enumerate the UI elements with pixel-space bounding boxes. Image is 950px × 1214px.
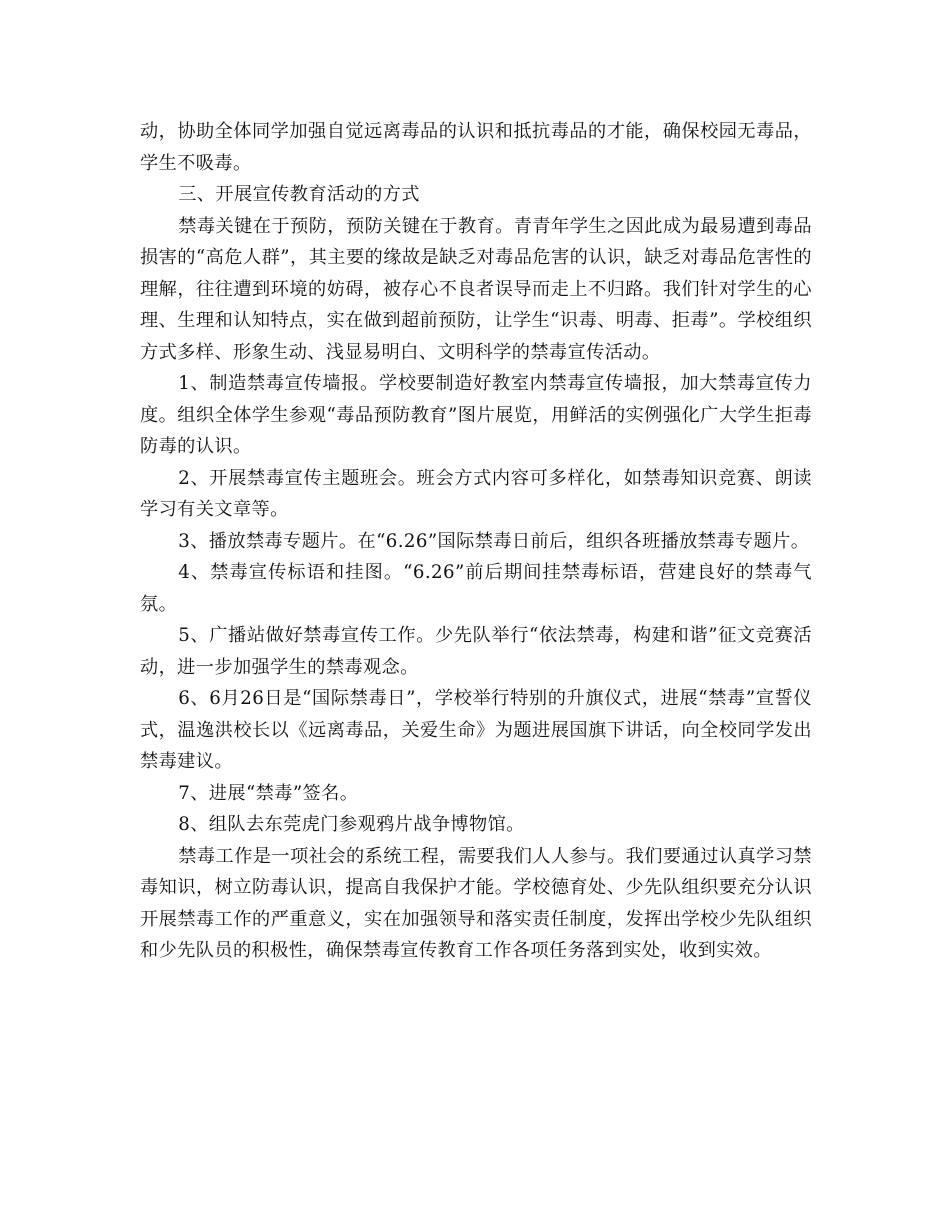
list-item-5: 5、广播站做好禁毒宣传工作。少先队举行“依法禁毒，构建和谐”征文竞赛活动，进一步加强学生的禁毒观念。 [140, 625, 812, 678]
list-item-3: 3、播放禁毒专题片。在“6.26”国际禁毒日前后，组织各班播放禁毒专题片。 [178, 530, 810, 552]
list-item-4: 4、禁毒宣传标语和挂图。“6.26”前后期间挂禁毒标语，营建良好的禁毒气氛。 [140, 562, 812, 615]
paragraph-continuation: 动，协助全体同学加强自觉远离毒品的认识和抵抗毒品的才能，确保校园无毒品，学生不吸毒。 [140, 121, 812, 174]
list-item-6: 6、6月26日是“国际禁毒日”，学校举行特别的升旗仪式，进展“禁毒”宣誓仪式，温逸洪校长以《远离毒品，关爱生命》为题进展国旗下讲话，向全校同学发出禁毒建议。 [140, 688, 812, 772]
paragraph-conclusion: 禁毒工作是一项社会的系统工程，需要我们人人参与。我们要通过认真学习禁毒知识，树立防毒认识，提高自我保护才能。学校德育处、少先队组织要充分认识开展禁毒工作的严重意义，实在加强领导和落实责任制度，发挥出学校少先队组织和少先队员的积极性，确保禁毒宣传教育工作各项任务落到实处，收到实效。 [140, 845, 812, 961]
document-page [140, 116, 812, 967]
list-item-7: 7、进展“禁毒”签名。 [178, 782, 359, 804]
list-item-1: 1、制造禁毒宣传墙报。学校要制造好教室内禁毒宣传墙报，加大禁毒宣传力度。组织全体学生参观“毒品预防教育”图片展览，用鲜活的实例强化广大学生拒毒防毒的认识。 [140, 373, 812, 457]
list-item-2: 2、开展禁毒宣传主题班会。班会方式内容可多样化，如禁毒知识竞赛、朗读学习有关文章等。 [140, 467, 812, 520]
paragraph-intro: 禁毒关键在于预防，预防关键在于教育。青青年学生之因此成为最易遭到毒品损害的“高危人群”，其主要的缘故是缺乏对毒品危害的认识，缺乏对毒品危害性的理解，往往遭到环境的妨碍，被存心不良者误导而走上不归路。我们针对学生的心理、生理和认知特点，实在做到超前预防，让学生“识毒、明毒、拒毒”。学校组织方式多样、形象生动、浅显易明白、文明科学的禁毒宣传活动。 [140, 215, 812, 363]
section-heading: 三、开展宣传教育活动的方式 [178, 184, 420, 205]
list-item-8: 8、组队去东莞虎门参观鸦片战争博物馆。 [178, 814, 525, 835]
